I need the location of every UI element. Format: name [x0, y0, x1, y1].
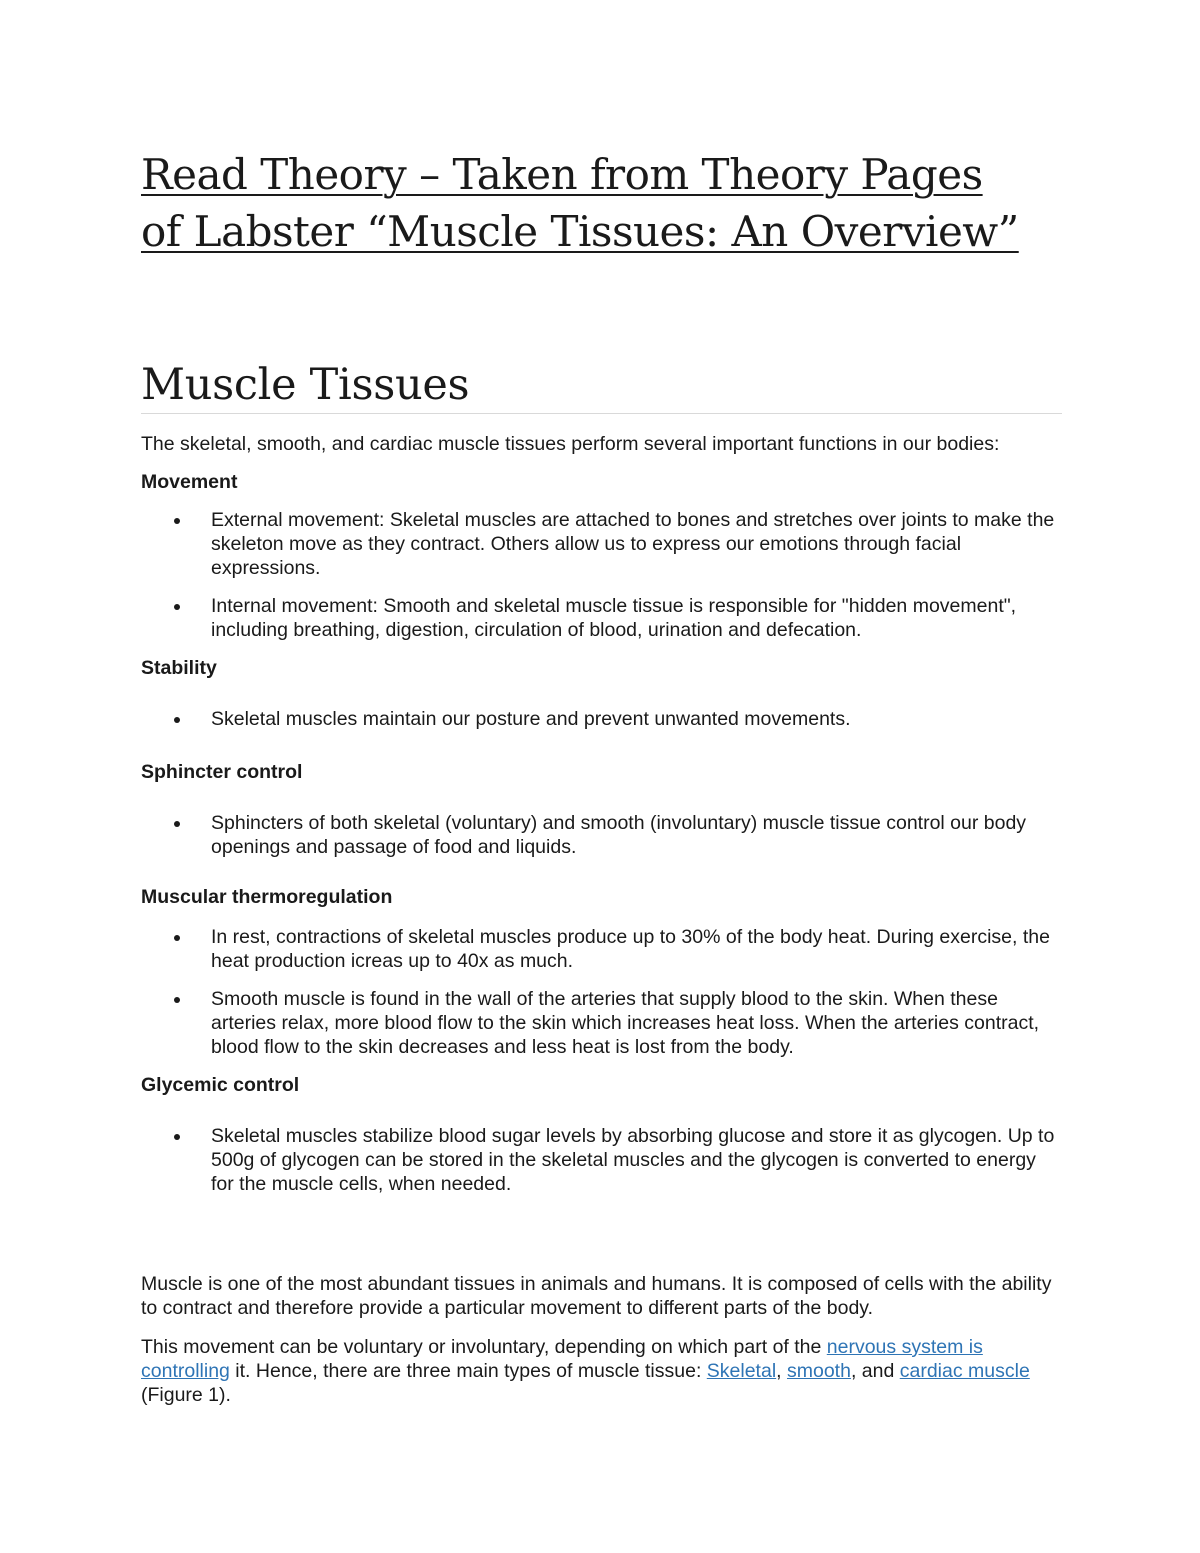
list-item [141, 594, 1061, 642]
stability-heading: Stability [141, 657, 217, 679]
bullet-icon [174, 604, 180, 610]
link-nervous-system[interactable]: nervous system is controlling [141, 1336, 983, 1382]
glycemic-heading: Glycemic control [141, 1074, 300, 1096]
sphincter-list [141, 811, 1061, 859]
document-title [141, 146, 1071, 260]
list-item-text: Smooth muscle is found in the wall of the arteries that supply blood to the skin. When these arteries relax, more blood flow to the skin which increases heat loss. When the arteries contract, blood flow to the skin decreases and less heat is lost from the body. [211, 988, 1040, 1058]
stability-list [141, 707, 1061, 731]
closing-text-1: This movement can be voluntary or involuntary, depending on which part of the [141, 1336, 827, 1358]
closing-text-2: it. Hence, there are three main types of muscle tissue: [229, 1360, 707, 1382]
section-divider [141, 413, 1062, 414]
thermoregulation-list [141, 925, 1061, 1059]
link-skeletal[interactable]: Skeletal [706, 1360, 777, 1382]
thermoregulation-heading: Muscular thermoregulation [141, 886, 393, 908]
list-item-text: Skeletal muscles stabilize blood sugar levels by absorbing glucose and store it as glycogen. Up to 500g of glycogen can be stored in the skeletal muscles and the glycogen is converted to energy for the muscle cells, when needed. [211, 1125, 1055, 1195]
list-item-text: Sphincters of both skeletal (voluntary) and smooth (involuntary) muscle tissue control our body openings and passage of food and liquids. [211, 812, 1027, 858]
link-cardiac-muscle[interactable]: cardiac muscle [899, 1360, 1030, 1382]
closing-separator-1: , [776, 1360, 787, 1382]
list-item-text: Skeletal muscles maintain our posture and prevent unwanted movements. [211, 708, 851, 730]
sphincter-heading: Sphincter control [141, 761, 303, 783]
bullet-icon [174, 935, 180, 941]
list-item-text: External movement: Skeletal muscles are attached to bones and stretches over joints to make the skeleton move as they contract. Others allow us to express our emotions through facial expressions. [211, 509, 1055, 579]
list-item [141, 1124, 1061, 1196]
closing-paragraph-2 [141, 1335, 1061, 1407]
document-title-line-2: of Labster “Muscle Tissues: An Overview” [141, 207, 1019, 256]
intro-paragraph: The skeletal, smooth, and cardiac muscle tissues perform several important functions in our bodies: [141, 433, 1000, 455]
closing-separator-2: , and [850, 1360, 900, 1382]
list-item [141, 987, 1061, 1059]
movement-list [141, 508, 1061, 642]
list-item [141, 707, 1061, 731]
link-smooth[interactable]: smooth [787, 1360, 851, 1382]
section-heading: Muscle Tissues [141, 360, 470, 410]
bullet-icon [174, 717, 180, 723]
list-item-text: Internal movement: Smooth and skeletal muscle tissue is responsible for "hidden movement", including breathing, digestion, circulation of blood, urination and defecation. [211, 595, 1017, 641]
list-item-text: In rest, contractions of skeletal muscles produce up to 30% of the body heat. During exercise, the heat production icreas up to 40x as much. [211, 926, 1050, 972]
bullet-icon [174, 997, 180, 1003]
bullet-icon [174, 1134, 180, 1140]
glycemic-list [141, 1124, 1061, 1196]
list-item [141, 925, 1061, 973]
document-title-line-1: Read Theory – Taken from Theory Pages [141, 150, 983, 199]
bullet-icon [174, 821, 180, 827]
bullet-icon [174, 518, 180, 524]
closing-text-3: (Figure 1). [141, 1384, 231, 1406]
closing-paragraph-1: Muscle is one of the most abundant tissues in animals and humans. It is composed of cells with the ability to contract and therefore provide a particular movement to different parts of the body. [141, 1273, 1052, 1319]
movement-heading: Movement [141, 471, 238, 493]
list-item [141, 508, 1061, 580]
list-item [141, 811, 1061, 859]
